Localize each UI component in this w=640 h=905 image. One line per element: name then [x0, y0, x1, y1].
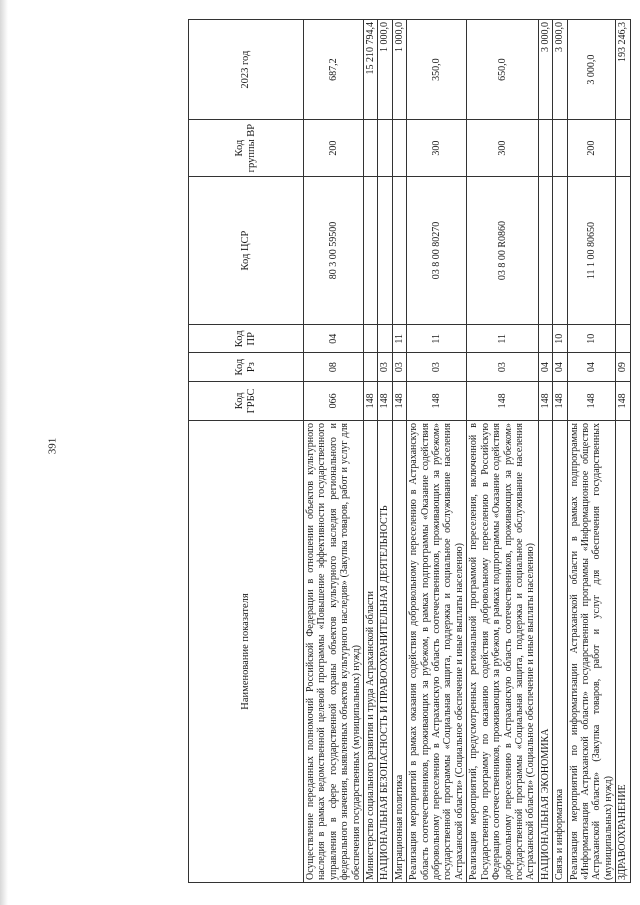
row-grbs: 066 — [304, 381, 364, 420]
row-rz: 04 — [553, 353, 567, 381]
row-csr — [392, 176, 406, 324]
row-grbs: 148 — [616, 381, 630, 420]
row-rz: 03 — [392, 353, 406, 381]
row-grbs: 148 — [467, 381, 538, 420]
row-pr — [538, 325, 552, 353]
row-rz: 04 — [538, 353, 552, 381]
row-pr: 10 — [567, 325, 616, 353]
table-header-row — [189, 20, 304, 883]
row-name: Реализация мероприятий, предусмотренных региональной программой переселения, включенной в Государственную программу по оказанию содействия добровольному переселению в Российскую Федерацию соотечественников, проживающих за рубежом, в рамках подпрограммы «Оказание содействия добровольному переселению в Астраханскую область соотечественников, проживающих за рубежом» государственной программы «Социальная защита, поддержка и социальное обслуживание населения Астраханской области» (Социальное обеспечение и иные выплаты населению) — [467, 421, 538, 883]
row-grbs: 148 — [392, 381, 406, 420]
row-grbs: 148 — [567, 381, 616, 420]
row-pr: 04 — [304, 325, 364, 353]
row-rz: 03 — [378, 353, 392, 381]
table-row — [538, 20, 552, 883]
table-row — [553, 20, 567, 883]
header-csr: Код ЦСР — [189, 176, 304, 324]
row-sum: 3 000,0 — [567, 20, 616, 120]
row-sum: 3 000,0 — [538, 20, 552, 120]
row-grbs: 148 — [364, 381, 378, 420]
row-csr: 11 1 00 80650 — [567, 176, 616, 324]
row-sum: 350,0 — [407, 20, 467, 120]
table-row — [407, 20, 467, 883]
row-sum: 1 000,0 — [392, 20, 406, 120]
budget-table — [188, 19, 631, 883]
row-vr: 300 — [407, 120, 467, 177]
header-name: Наименование показателя — [189, 421, 304, 883]
row-grbs: 148 — [553, 381, 567, 420]
row-name: ЗДРАВООХРАНЕНИЕ — [616, 421, 630, 883]
header-rz: Код Рз — [189, 353, 304, 381]
row-sum: 193 246,3 — [616, 20, 630, 120]
row-sum: 1 000,0 — [378, 20, 392, 120]
row-pr — [616, 325, 630, 353]
row-vr: 300 — [467, 120, 538, 177]
scan-edge-shadow — [0, 0, 8, 905]
header-grbs: Код ГРБС — [189, 381, 304, 420]
row-grbs: 148 — [378, 381, 392, 420]
table-row — [567, 20, 616, 883]
row-name: Осуществление переданных полномочий Российской Федерации в отношении объектов культурного наследия в рамках ведомственной целевой программы «Повышение эффективности государственного управления в сфере государственной охраны объектов культурного наследия регионального и федерального значения, выявленных объектов культурного наследия» (Закупка товаров, работ и услуг для обеспечения государственных (муниципальных) нужд) — [304, 421, 364, 883]
row-name: НАЦИОНАЛЬНАЯ БЕЗОПАСНОСТЬ И ПРАВООХРАНИТЕЛЬНАЯ ДЕЯТЕЛЬНОСТЬ — [378, 421, 392, 883]
row-csr: 03 8 00 80270 — [407, 176, 467, 324]
table-row — [616, 20, 630, 883]
row-vr — [616, 120, 630, 177]
header-pr: Код ПР — [189, 325, 304, 353]
row-sum: 650,0 — [467, 20, 538, 120]
row-grbs: 148 — [538, 381, 552, 420]
row-csr: 80 3 00 59500 — [304, 176, 364, 324]
row-sum: 687,2 — [304, 20, 364, 120]
row-vr: 200 — [567, 120, 616, 177]
row-pr: 11 — [467, 325, 538, 353]
row-rz — [364, 353, 378, 381]
row-pr: 11 — [392, 325, 406, 353]
row-sum: 3 000,0 — [553, 20, 567, 120]
rotated-page-area — [160, 0, 640, 905]
row-name: Миграционная политика — [392, 421, 406, 883]
row-csr — [538, 176, 552, 324]
row-name: Реализация мероприятий по информатизации Астраханской области в рамках подпрограммы «Информатизация Астраханской области» государственной программы «Информационное общество Астраханской области» (Закупка товаров, работ и услуг для обеспечения государственных (муниципальных) нужд) — [567, 421, 616, 883]
row-vr — [538, 120, 552, 177]
row-csr — [553, 176, 567, 324]
header-year: 2023 год — [189, 20, 304, 120]
row-rz: 08 — [304, 353, 364, 381]
rotated-content — [160, 0, 640, 905]
row-vr — [364, 120, 378, 177]
row-csr — [364, 176, 378, 324]
table-row — [378, 20, 392, 883]
row-csr — [616, 176, 630, 324]
row-name: НАЦИОНАЛЬНАЯ ЭКОНОМИКА — [538, 421, 552, 883]
row-rz: 09 — [616, 353, 630, 381]
table-row — [467, 20, 538, 883]
table-row — [392, 20, 406, 883]
header-vr: Код группы ВР — [189, 120, 304, 177]
row-pr — [378, 325, 392, 353]
row-pr: 11 — [407, 325, 467, 353]
row-vr — [553, 120, 567, 177]
row-pr: 10 — [553, 325, 567, 353]
row-rz: 03 — [407, 353, 467, 381]
row-rz: 03 — [467, 353, 538, 381]
row-name: Министерство социального развития и труда Астраханской области — [364, 421, 378, 883]
row-pr — [364, 325, 378, 353]
table-row — [364, 20, 378, 883]
row-name: Связь и информатика — [553, 421, 567, 883]
row-csr: 03 8 00 R0860 — [467, 176, 538, 324]
row-vr — [378, 120, 392, 177]
row-grbs: 148 — [407, 381, 467, 420]
page-number: 391 — [46, 437, 59, 455]
row-name: Реализация мероприятий в рамках оказания содействия добровольному переселению в Астраханскую область соотечественников, проживающих за рубежом, в рамках подпрограммы «Оказание содействия добровольному переселению в Астраханскую область соотечественников, проживающих за рубежом» государственной программы «Социальная защита, поддержка и социальное обслуживание населения Астраханской области» (Социальное обеспечение и иные выплаты населению) — [407, 421, 467, 883]
row-sum: 15 210 794,4 — [364, 20, 378, 120]
row-rz: 04 — [567, 353, 616, 381]
row-vr: 200 — [304, 120, 364, 177]
row-csr — [378, 176, 392, 324]
table-row — [304, 20, 364, 883]
row-vr — [392, 120, 406, 177]
